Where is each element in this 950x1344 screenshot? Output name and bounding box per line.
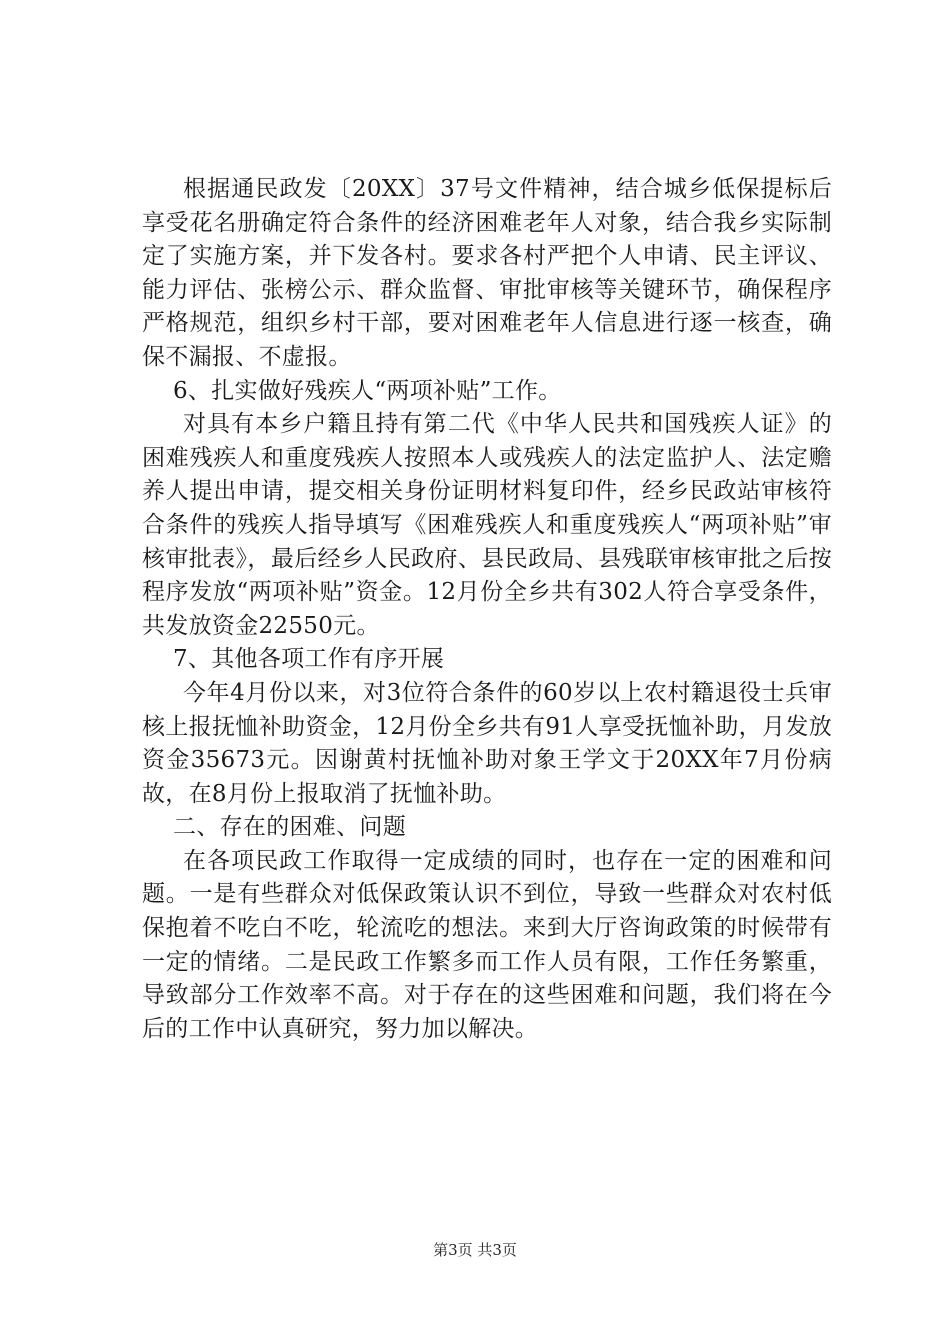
page-footer: 第3页 共3页 xyxy=(433,1241,517,1259)
body-paragraph: 在各项民政工作取得一定成绩的同时，也存在一定的困难和问题。一是有些群众对低保政策认识不到位，导致一些群众对农村低保抱着不吃白不吃，轮流吃的想法。来到大厅咨询政策的时候带有一定的情绪。二是民政工作繁多而工作人员有限，工作任务繁重，导致部分工作效率不高。对于存在的这些困难和问题，我们将在今后的工作中认真研究，努力加以解决。 xyxy=(142,847,832,1042)
document-body xyxy=(142,173,832,1046)
section-heading: 7、其他各项工作有序开展 xyxy=(173,646,445,673)
body-paragraph: 根据通民政发〔20XX〕37号文件精神，结合城乡低保提标后享受花名册确定符合条件的经济困难老年人对象，结合我乡实际制定了实施方案，并下发各村。要求各村严把个人申请、民主评议、能力评估、张榜公示、群众监督、审批审核等关键环节，确保程序严格规范，组织乡村干部，要对困难老年人信息进行逐一核查，确保不漏报、不虚报。 xyxy=(142,176,832,370)
section-heading: 二、存在的困难、问题 xyxy=(173,814,406,841)
body-paragraph: 对具有本乡户籍且持有第二代《中华人民共和国残疾人证》的困难残疾人和重度残疾人按照本人或残疾人的法定监护人、法定赡养人提出申请，提交相关身份证明材料复印件，经乡民政站审核符合条件的残疾人指导填写《困难残疾人和重度残疾人“两项补贴”审核审批表》，最后经乡人民政府、县民政局、县残联审核审批之后按程序发放“两项补贴”资金。12月份全乡共有302人符合享受条件，共发放资金22550元。 xyxy=(142,411,832,639)
body-paragraph: 今年4月份以来，对3位符合条件的60岁以上农村籍退役士兵审核上报抚恤补助资金，12月份全乡共有91人享受抚恤补助，月发放资金35673元。因谢黄村抚恤补助对象王学文于20XX年7月份病故，在8月份上报取消了抚恤补助。 xyxy=(142,679,832,807)
section-heading: 6、扎实做好残疾人“两项补贴”工作。 xyxy=(173,377,562,404)
